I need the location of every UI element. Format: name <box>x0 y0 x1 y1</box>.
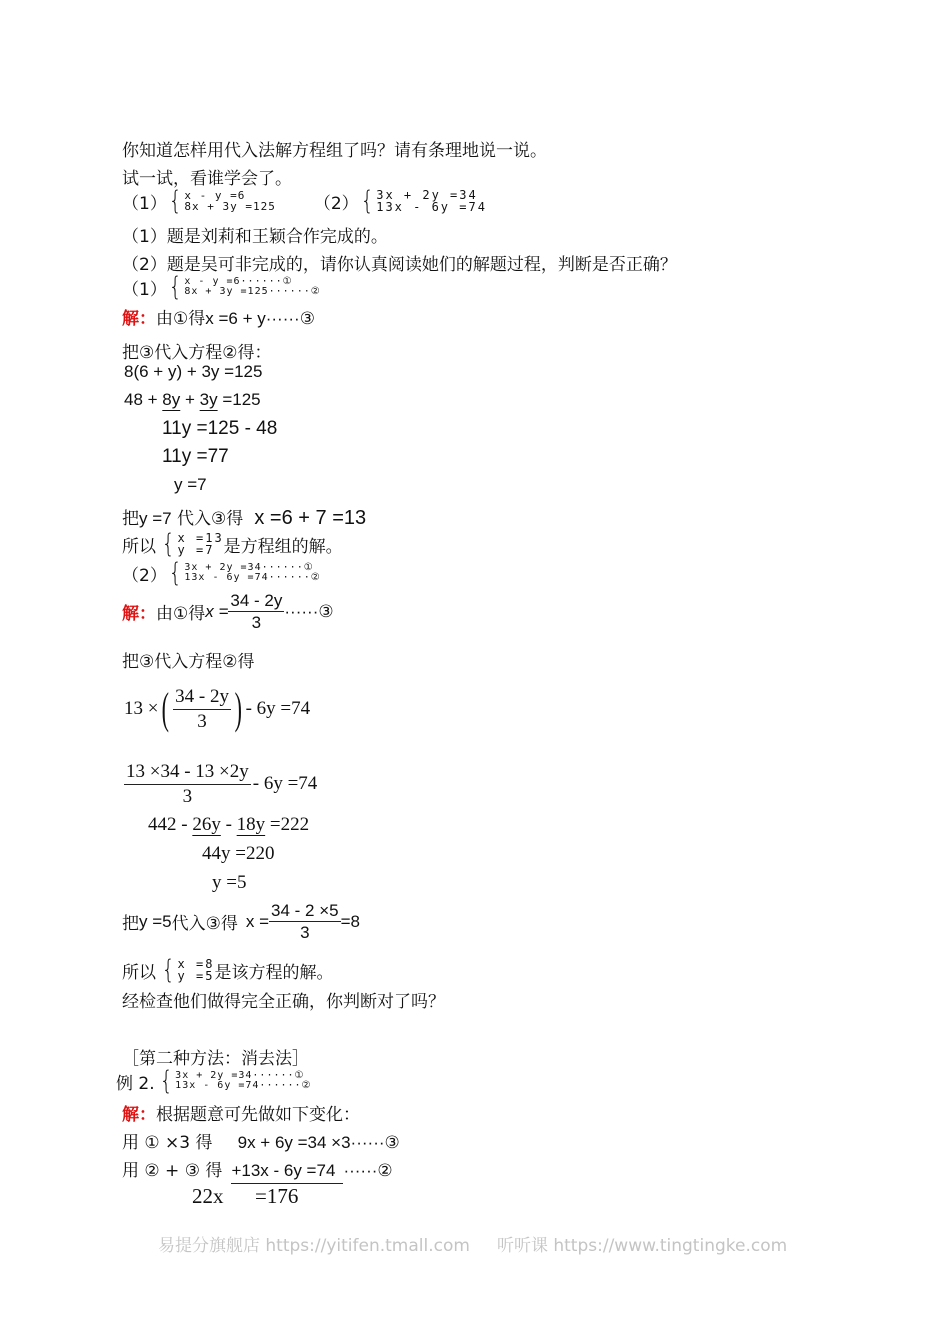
solution-1-sub-text: 把③代入方程②得： <box>122 343 272 363</box>
term: 48 + <box>124 390 163 409</box>
example-2-eq2: 13x - 6y =74······② <box>175 1080 312 1091</box>
underlined-term: 18y <box>236 814 266 835</box>
term: =125 <box>217 390 261 409</box>
left-paren-icon: ( <box>162 684 170 734</box>
answer-y: y =5 <box>177 969 215 983</box>
step-text: 由①得 <box>156 309 206 329</box>
denominator: 3 <box>251 613 262 633</box>
answer-y: y =7 <box>177 543 215 557</box>
numerator: 13 ×34 - 13 ×2y <box>124 760 251 785</box>
problems-row <box>122 188 487 214</box>
example-label: 例 2. <box>116 1073 155 1094</box>
text: 所以 <box>122 962 156 983</box>
brace-icon: { <box>159 1066 173 1096</box>
brace-icon: { <box>168 186 182 216</box>
jie-label: 解： <box>122 604 156 625</box>
underlined-term: 8y <box>162 390 181 409</box>
method-2-heading: ［第二种方法：消去法］ <box>122 1049 309 1069</box>
solution-1-step-0 <box>122 304 315 329</box>
text: 把 <box>122 914 139 935</box>
text: 根据题意可先做如下变化： <box>156 1105 360 1125</box>
math: y =5 <box>139 911 172 931</box>
text: 所以 <box>122 536 156 557</box>
solution-2-line-3 <box>148 814 309 836</box>
solution-1-line-1: 8(6 + y) + 3y =125 <box>124 362 263 381</box>
solution-1-eq1: x - y =6······① <box>184 276 293 287</box>
term: + <box>180 390 200 409</box>
denominator: 3 <box>182 785 193 807</box>
brace-icon: { <box>161 955 175 985</box>
text: 用 ② + ③ 得 <box>122 1161 223 1181</box>
answer-x: x =8 <box>177 957 215 971</box>
step-lhs: x = <box>205 601 229 621</box>
example-2-eq1: 3x + 2y =34······① <box>175 1070 305 1081</box>
problem-2-system <box>359 188 487 214</box>
problem-2-eq1: 3x + 2y =34 <box>376 188 478 202</box>
math: ······② <box>343 1161 393 1180</box>
jie-label: 解： <box>122 309 156 329</box>
step-math: x =6 + y······③ <box>205 309 315 328</box>
fraction <box>228 590 284 634</box>
method-2-row-2 <box>122 1156 393 1184</box>
denominator: 3 <box>300 923 310 943</box>
method-2-row-1 <box>122 1128 400 1153</box>
fraction <box>124 760 251 809</box>
example-2-system <box>116 1068 312 1094</box>
solution-2-line-1 <box>124 685 310 734</box>
step-text: 由①得 <box>156 604 206 625</box>
problem-1-eq1: x - y =6 <box>184 189 246 202</box>
math: x = <box>245 911 270 931</box>
result-math: x =6 + 7 =13 <box>254 507 367 529</box>
text: 是该方程的解。 <box>214 962 334 983</box>
solution-2-line-2 <box>124 760 317 809</box>
solution-1-back-sub <box>122 504 366 530</box>
text: 代入③得 <box>171 509 244 529</box>
text: 代入③得 <box>171 914 238 935</box>
intro-line-2: 试一试，看谁学会了。 <box>122 169 292 189</box>
text: 把 <box>122 509 139 529</box>
term: - <box>220 814 237 835</box>
solution-1-conclusion <box>122 531 343 557</box>
solution-1-eq2: 8x + 3y =125······② <box>184 286 321 297</box>
underlined-term: 26y <box>192 814 221 835</box>
solution-2-label: （2） <box>122 565 167 586</box>
term: 13 × <box>124 698 159 720</box>
fraction <box>269 900 341 944</box>
jie-label: 解： <box>122 1105 156 1125</box>
brace-icon: { <box>360 186 374 216</box>
text: 是方程组的解。 <box>223 536 343 557</box>
denominator: 3 <box>197 710 207 732</box>
text: 用 ① ×3 得 <box>122 1133 213 1153</box>
term: =222 <box>265 814 310 835</box>
solution-2-eq1: 3x + 2y =34······① <box>184 562 314 573</box>
brace-icon: { <box>161 529 175 559</box>
solution-2-system <box>122 560 321 586</box>
solution-2-line-5: y =5 <box>212 872 247 893</box>
note-line-1: （1）题是刘莉和王颖合作完成的。 <box>122 227 388 247</box>
term: - 6y =74 <box>252 773 318 795</box>
method-2-intro <box>122 1100 360 1125</box>
right-paren-icon: ) <box>234 684 242 734</box>
answer-x: x =13 <box>177 531 224 545</box>
math: 9x + 6y =34 ×3······③ <box>237 1133 400 1152</box>
term: - 6y =74 <box>245 698 311 720</box>
problem-2-eq2: 13x - 6y =74 <box>376 200 487 214</box>
intro-line-1: 你知道怎样用代入法解方程组了吗？请有条理地说一说。 <box>122 141 547 161</box>
problem-1-system <box>167 188 276 214</box>
math: =8 <box>340 911 360 931</box>
solution-2-back-sub <box>122 900 360 944</box>
solution-1-line-5: y =7 <box>174 475 207 494</box>
solution-2-step-0 <box>122 590 334 634</box>
note-line-2: （2）题是吴可非完成的，请你认真阅读她们的解题过程，判断是否正确？ <box>122 255 677 275</box>
solution-1-system <box>122 274 321 300</box>
step-tail: ······③ <box>284 601 334 621</box>
solution-1-line-2 <box>124 390 261 410</box>
numerator: 34 - 2y <box>173 685 231 710</box>
solution-2-sub-text: 把③代入方程②得 <box>122 652 255 672</box>
solution-2-eq2: 13x - 6y =74······② <box>184 572 321 583</box>
method-2-result: 22x =176 <box>192 1184 299 1208</box>
solution-1-line-4: 11y =77 <box>162 446 229 467</box>
problem-2-label: （2） <box>313 193 359 214</box>
problem-1-eq2: 8x + 3y =125 <box>184 200 276 213</box>
brace-icon: { <box>168 558 182 588</box>
solution-2-check: 经检查他们做得完全正确，你判断对了吗？ <box>122 992 445 1012</box>
math: +13x - 6y =74 <box>231 1161 343 1184</box>
solution-2-line-4: 44y =220 <box>202 843 275 864</box>
solution-1-label: （1） <box>122 279 167 300</box>
footer-watermark: 易提分旗舰店 https://yitifen.tmall.com 听听课 https://www.tingtingke.com <box>158 1236 788 1256</box>
numerator: 34 - 2 ×5 <box>269 900 341 922</box>
term: 442 - <box>148 814 193 835</box>
problem-1-label: （1） <box>122 193 167 214</box>
solution-2-conclusion <box>122 957 333 983</box>
fraction <box>173 685 231 734</box>
math: y =7 <box>139 509 172 528</box>
underlined-term: 3y <box>199 390 218 409</box>
solution-1-line-3: 11y =125 - 48 <box>162 418 278 439</box>
brace-icon: { <box>168 272 182 302</box>
numerator: 34 - 2y <box>228 590 284 612</box>
